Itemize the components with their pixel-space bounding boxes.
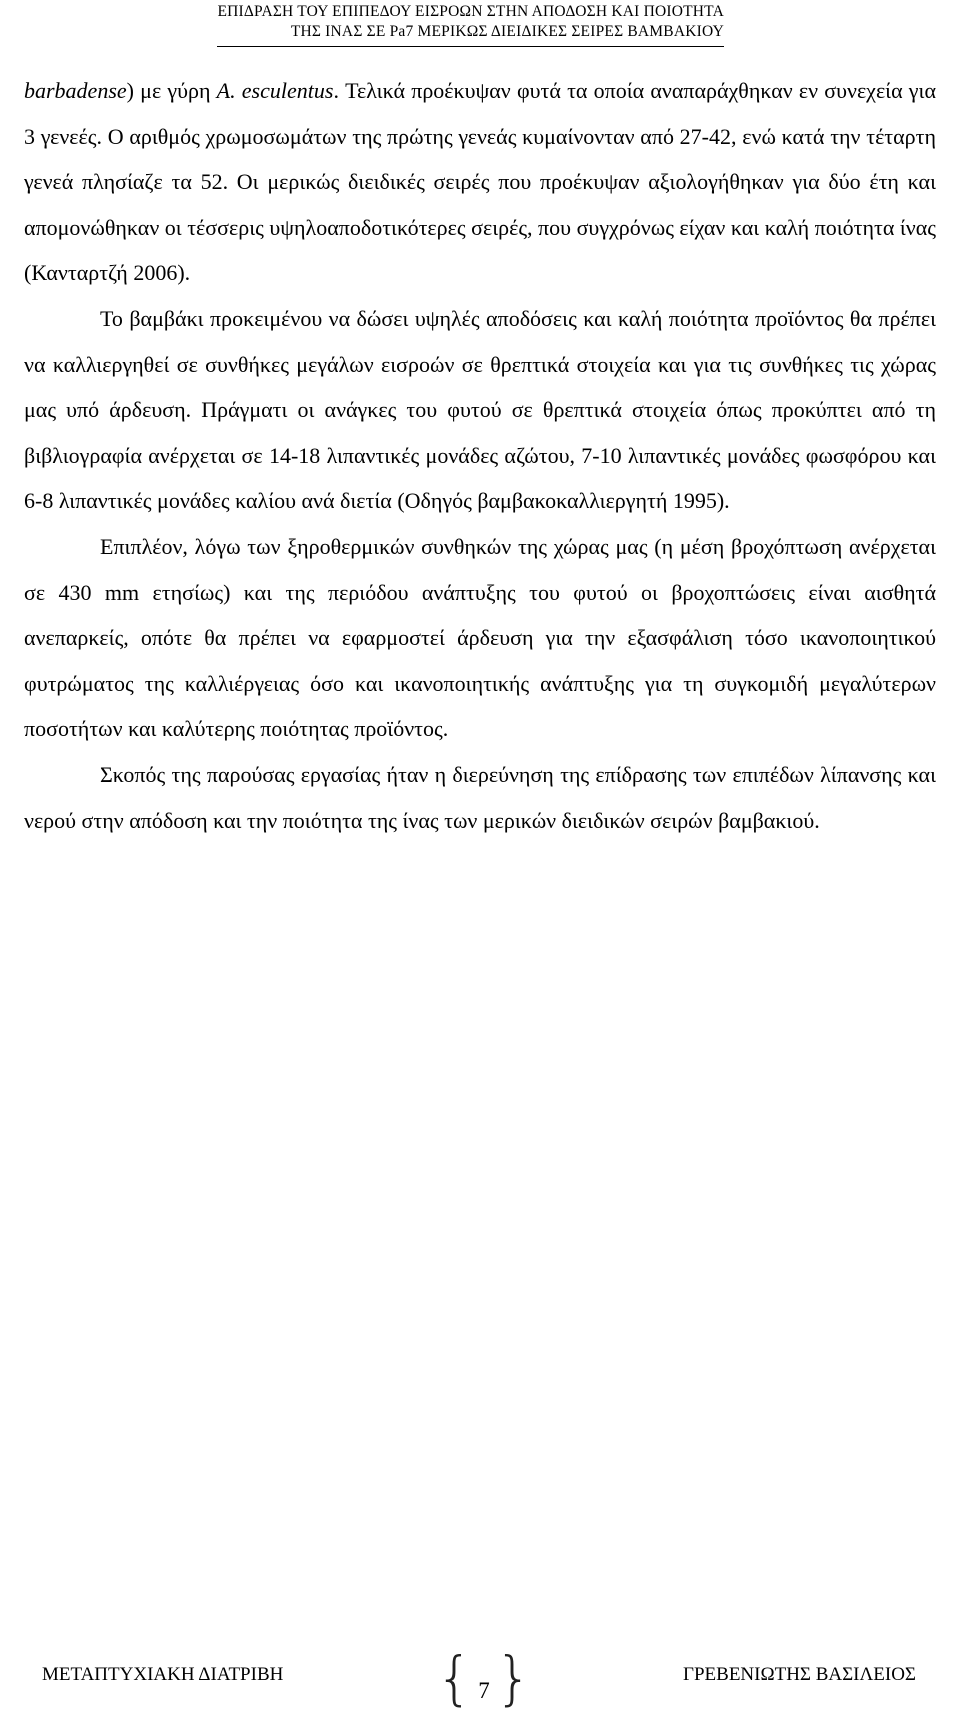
footer-thesis-label: ΜΕΤΑΠΤΥΧΙΑΚΗ ΔΙΑΤΡΙΒΗ xyxy=(42,1664,284,1685)
species-name-barbadense: barbadense xyxy=(24,78,127,103)
header-rule xyxy=(217,46,724,47)
paragraph-1 xyxy=(24,68,936,296)
paragraph-1-text-b: . Τελικά προέκυψαν φυτά τα οποία αναπαράχθηκαν εν συνεχεία για 3 γενεές. Ο αριθμός χρωμοσωμάτων της πρώτης γενεάς κυμαίνονταν από 27-42, ενώ κατά την τέταρτη γενεά πλησίαζε τα 52. Οι μερικώς διειδικές σειρές που προέκυψαν αξιολογήθηκαν για δύο έτη και απομονώθηκαν οι τέσσερις υψηλοαποδοτικότερες σειρές, που συγχρόνως είχαν και καλή ποιότητα ίνας (Κανταρτζή 2006). xyxy=(24,78,936,286)
header-line-2: ΤΗΣ ΙΝΑΣ ΣΕ Pa7 ΜΕΡΙΚΩΣ ΔΙΕΙΔΙΚΕΣ ΣΕΙΡΕΣ ΒΑΜΒΑΚΙΟΥ xyxy=(290,23,724,40)
page-number: 7 xyxy=(478,1678,490,1703)
paragraph-3: Επιπλέον, λόγω των ξηροθερμικών συνθηκών της χώρας μας (η μέση βροχόπτωση ανέρχεται σε 430 mm ετησίως) και της περιόδου ανάπτυξης του φυτού οι βροχοπτώσεις είναι αισθητά ανεπαρκείς, οπότε θα πρέπει να εφαρμοστεί άρδευση για την εξασφάλιση τόσο ικανοποιητικού φυτρώματος της καλλιέργειας όσο και ικανοποιητικής ανάπτυξης για τη συγκομιδή μεγαλύτερων ποσοτήτων και καλύτερης ποιότητας προϊόντος. xyxy=(24,533,936,742)
paragraph-1-text-a: ) με γύρη xyxy=(126,78,217,103)
right-brace-icon: } xyxy=(495,1644,532,1712)
left-brace-icon: { xyxy=(436,1644,473,1712)
header-line-1: ΕΠΙΔΡΑΣΗ ΤΟΥ ΕΠΙΠΕΔΟΥ ΕΙΣΡΟΩΝ ΣΤΗΝ ΑΠΟΔΟΣΗ ΚΑΙ ΠΟΙΟΤΗΤΑ xyxy=(217,3,724,20)
page-footer xyxy=(0,1644,960,1714)
paragraph-4: Σκοπός της παρούσας εργασίας ήταν η διερεύνηση της επίδρασης των επιπέδων λίπανσης και νερού στην απόδοση και την ποιότητα της ίνας των μερικών διειδικών σειρών βαμβακιού. xyxy=(24,761,936,833)
species-name-esculentus: A. esculentus xyxy=(216,78,334,103)
running-header xyxy=(217,2,724,47)
page-number-box xyxy=(436,1644,532,1714)
footer-author-name: ΓΡΕΒΕΝΙΩΤΗΣ ΒΑΣΙΛΕΙΟΣ xyxy=(682,1664,916,1685)
body-text xyxy=(24,68,936,843)
paragraph-2: Το βαμβάκι προκειμένου να δώσει υψηλές αποδόσεις και καλή ποιότητα προϊόντος θα πρέπει να καλλιεργηθεί σε συνθήκες μεγάλων εισροών σε θρεπτικά στοιχεία και για τις συνθήκες τις χώρας μας υπό άρδευση. Πράγματι οι ανάγκες του φυτού σε θρεπτικά στοιχεία όπως προκύπτει από τη βιβλιογραφία ανέρχεται σε 14-18 λιπαντικές μονάδες αζώτου, 7-10 λιπαντικές μονάδες φωσφόρου και 6-8 λιπαντικές μονάδες καλίου ανά διετία (Οδηγός βαμβακοκαλλιεργητή 1995). xyxy=(24,305,936,514)
